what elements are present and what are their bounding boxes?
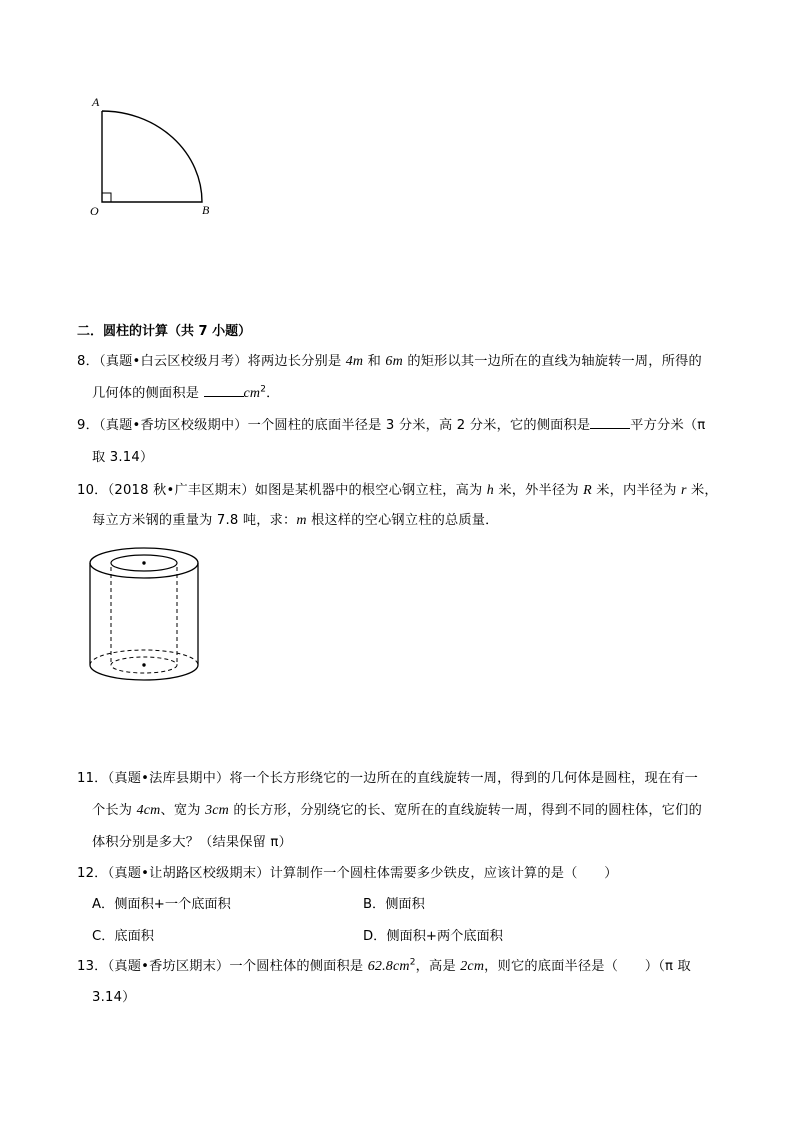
q11-text-c: 的长方形，分别绕它的长、宽所在的直线旋转一周，得到不同的圆柱体，它们的 [229,803,702,818]
q13-line2: 3.14） [92,990,136,1005]
q13-text-c: ，则它的底面半径是（ ）（π 取 [484,959,691,974]
bottom-center-dot [142,663,145,666]
q10-text-b: 米，外半径为 [493,483,584,498]
q9-answer-blank[interactable] [590,416,630,429]
q9-text-b: 平方分米（π [630,418,706,433]
q11-line2 [92,799,702,819]
q10-text-d: 米， [686,483,718,498]
q8-text-mid: 和 [363,354,386,369]
q10-var-R: R [583,483,592,498]
q8-text-b: 的矩形以其一边所在的直线为轴旋转一周，所得的 [402,354,702,369]
q10-var-h: h [486,483,494,498]
q11-value-2: 3cm [205,803,229,818]
q11-text-b: 、宽为 [160,803,206,818]
q8-text-a: 8．（真题•白云区校级月考）将两边长分别是 [77,354,346,369]
q12-option-b[interactable]: B．侧面积 [363,897,425,912]
q9-text-a: 9．（真题•香坊区校级期中）一个圆柱的底面半径是 3 分米，高 2 分米，它的侧面积是 [77,418,591,433]
q8-line2 [92,382,280,402]
q8-line1 [77,350,702,370]
q8-text-c: 几何体的侧面积是 [92,386,204,401]
quarter-circle-figure [85,90,225,225]
q8-value-2: 6m [385,354,403,369]
q10-text-f: 根这样的空心钢立柱的总质量． [306,513,499,528]
q13-value-2: 2cm [460,959,485,974]
q12-option-a[interactable]: A．侧面积+一个底面积 [92,897,231,912]
q10-text-a: 10．（2018 秋•广丰区期末）如图是某机器中的根空心钢立柱，高为 [77,483,487,498]
q10-line1 [77,479,718,499]
q9-line1 [77,414,705,433]
q10-line2 [92,509,499,529]
q10-var-m: m [296,513,307,528]
q11-value-1: 4cm [136,803,161,818]
q13-line1 [77,955,691,975]
q13-exponent: 2 [409,957,416,968]
q13-value-1: 62.8cm [367,959,410,974]
q10-text-c: 米，内半径为 [591,483,681,498]
hollow-cylinder-figure [84,543,214,693]
q10-text-e: 每立方米钢的重量为 7.8 吨，求： [92,513,297,528]
q11-line1: 11．（真题•法库县期中）将一个长方形绕它的一边所在的直线旋转一周，得到的几何体是圆柱，现在有一 [77,771,698,786]
q8-answer-blank[interactable] [204,384,244,397]
q11-line3: 体积分别是多大？（结果保留 π） [92,835,292,850]
q10-var-r: r [680,483,687,498]
q11-text-a: 个长为 [92,803,137,818]
right-angle-mark [102,193,111,202]
q12-option-c[interactable]: C．底面积 [92,929,154,944]
q8-text-d: ． [266,386,280,401]
top-center-dot [142,561,145,564]
q8-unit: cm [243,386,261,401]
label-b: B [202,203,210,217]
q12-line1: 12．（真题•让胡路区校级期末）计算制作一个圆柱体需要多少铁皮，应该计算的是（ ） [77,866,618,881]
q8-exponent: 2 [260,384,267,395]
q13-text-b: ，高是 [415,959,461,974]
label-a: A [92,95,100,109]
q13-text-a: 13．（真题•香坊区期末）一个圆柱体的侧面积是 [77,959,368,974]
section-title: 二．圆柱的计算（共 7 小题） [77,324,252,339]
label-o: O [90,204,99,218]
q12-option-d[interactable]: D．侧面积+两个底面积 [363,929,503,944]
q9-line2: 取 3.14） [92,450,154,465]
sector-outline [102,111,202,202]
q8-value-1: 4m [345,354,364,369]
